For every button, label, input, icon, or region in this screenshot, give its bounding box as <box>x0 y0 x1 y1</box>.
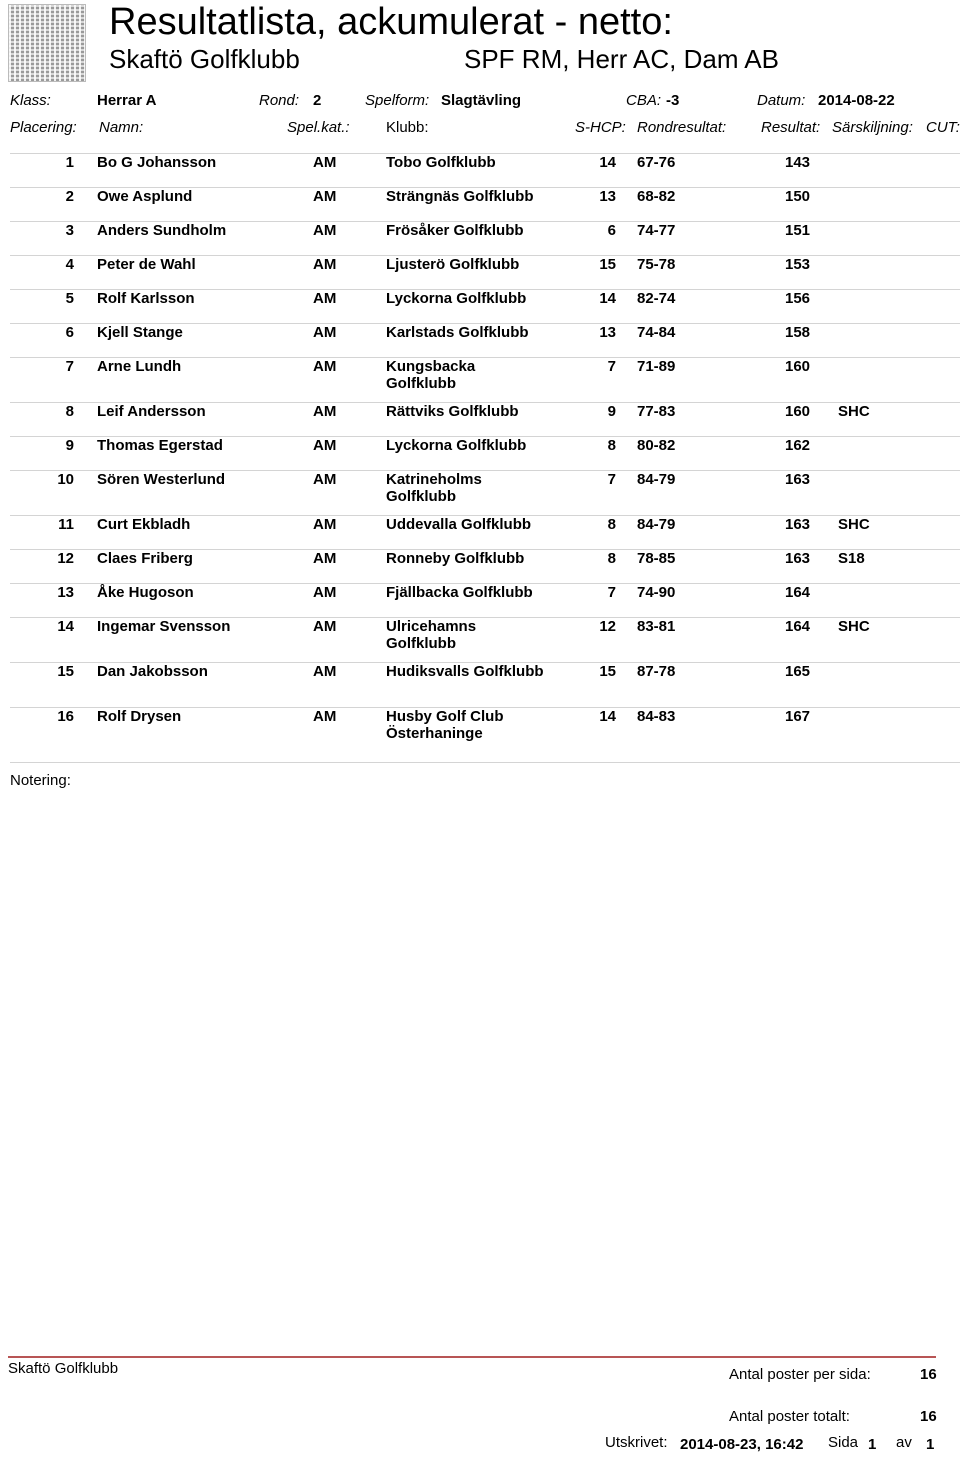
player-category: AM <box>313 188 337 205</box>
table-row <box>0 574 960 608</box>
player-name: Owe Asplund <box>97 188 193 205</box>
player-hcp: 12 <box>599 618 616 635</box>
table-row <box>0 540 960 574</box>
player-hcp: 8 <box>607 437 616 454</box>
player-category: AM <box>313 290 337 307</box>
placement: 11 <box>58 516 74 533</box>
round-results: 67-76 <box>637 154 676 171</box>
player-hcp: 8 <box>607 550 616 567</box>
of-label: av <box>896 1434 912 1451</box>
col-sarskiljning: Särskiljning: <box>832 119 913 136</box>
player-club: Fjällbacka Golfklubb <box>386 584 533 601</box>
player-hcp: 14 <box>599 290 616 307</box>
col-klubb: Klubb: <box>386 119 429 136</box>
round-results: 68-82 <box>637 188 676 205</box>
round-results: 75-78 <box>637 256 676 273</box>
table-row <box>0 246 960 280</box>
player-club: Karlstads Golfklubb <box>386 324 529 341</box>
total-result: 163 <box>785 516 811 533</box>
total-result: 162 <box>785 437 811 454</box>
total-result: 167 <box>785 708 811 725</box>
player-club: Husby Golf Club Österhaninge <box>386 708 504 742</box>
player-hcp: 8 <box>607 516 616 533</box>
player-name: Dan Jakobsson <box>97 663 208 680</box>
player-club: Frösåker Golfklubb <box>386 222 524 239</box>
player-name: Rolf Karlsson <box>97 290 195 307</box>
player-name: Peter de Wahl <box>97 256 196 273</box>
player-club: Ljusterö Golfklubb <box>386 256 520 273</box>
page-title: Resultatlista, ackumulerat - netto: <box>109 1 673 43</box>
round-results: 74-84 <box>637 324 676 341</box>
player-category: AM <box>313 584 337 601</box>
placement: 10 <box>57 471 74 488</box>
player-category: AM <box>313 256 337 273</box>
player-hcp: 9 <box>607 403 616 420</box>
printed-value: 2014-08-23, 16:42 <box>680 1436 804 1453</box>
player-category: AM <box>313 154 337 171</box>
printed-label: Utskrivet: <box>605 1434 668 1451</box>
total-result: 156 <box>785 290 811 307</box>
player-hcp: 13 <box>599 324 616 341</box>
player-club: Katrineholms Golfklubb <box>386 471 482 505</box>
tiebreak: S18 <box>838 550 865 567</box>
player-category: AM <box>313 358 337 375</box>
player-club: Tobo Golfklubb <box>386 154 496 171</box>
tiebreak: SHC <box>838 618 870 635</box>
total-result: 163 <box>785 550 811 567</box>
player-category: AM <box>313 663 337 680</box>
total-label: Antal poster totalt: <box>729 1408 850 1425</box>
round-results: 82-74 <box>637 290 676 307</box>
player-name: Arne Lundh <box>97 358 182 375</box>
player-club: Uddevalla Golfklubb <box>386 516 532 533</box>
of-value: 1 <box>926 1436 935 1453</box>
page-label: Sida <box>828 1434 859 1451</box>
footer-club: Skaftö Golfklubb <box>8 1360 119 1377</box>
rond-label: Rond: <box>259 92 300 109</box>
round-results: 84-79 <box>637 516 676 533</box>
player-name: Kjell Stange <box>97 324 183 341</box>
table-row <box>0 212 960 246</box>
player-hcp: 13 <box>599 188 616 205</box>
tiebreak: SHC <box>838 403 870 420</box>
player-category: AM <box>313 403 337 420</box>
placement: 15 <box>57 663 74 680</box>
placement: 9 <box>65 437 74 454</box>
round-results: 74-77 <box>637 222 676 239</box>
player-club: Strängnäs Golfklubb <box>386 188 534 205</box>
rond-value: 2 <box>313 92 322 109</box>
cba-value: -3 <box>666 92 680 109</box>
col-rondresultat: Rondresultat: <box>637 119 727 136</box>
player-name: Curt Ekbladh <box>97 516 191 533</box>
player-category: AM <box>313 222 337 239</box>
player-category: AM <box>313 324 337 341</box>
player-hcp: 15 <box>599 256 616 273</box>
player-hcp: 7 <box>607 358 616 375</box>
total-result: 163 <box>785 471 811 488</box>
club-logo <box>8 4 86 82</box>
table-row <box>0 178 960 212</box>
player-hcp: 14 <box>599 708 616 725</box>
page-value: 1 <box>868 1436 877 1453</box>
klass-label: Klass: <box>10 92 51 109</box>
table-row <box>0 506 960 540</box>
placement: 2 <box>65 188 74 205</box>
player-club: Hudiksvalls Golfklubb <box>386 663 544 680</box>
total-result: 151 <box>785 222 811 239</box>
total-value: 16 <box>920 1408 937 1425</box>
notes-label: Notering: <box>10 772 71 789</box>
spelform-label: Spelform: <box>365 92 430 109</box>
placement: 5 <box>65 290 74 307</box>
player-category: AM <box>313 516 337 533</box>
player-name: Leif Andersson <box>97 403 206 420</box>
competition-name: SPF RM, Herr AC, Dam AB <box>464 44 779 74</box>
col-namn: Namn: <box>99 119 144 136</box>
placement: 1 <box>65 154 74 171</box>
table-row <box>0 348 960 393</box>
player-hcp: 6 <box>607 222 616 239</box>
player-club: Rättviks Golfklubb <box>386 403 519 420</box>
total-result: 164 <box>785 584 811 601</box>
datum-label: Datum: <box>757 92 806 109</box>
table-row <box>0 427 960 461</box>
footer-divider <box>8 1356 936 1358</box>
player-name: Thomas Egerstad <box>97 437 223 454</box>
player-name: Bo G Johansson <box>97 154 217 171</box>
col-placering: Placering: <box>10 119 77 136</box>
round-results: 80-82 <box>637 437 676 454</box>
player-name: Sören Westerlund <box>97 471 226 488</box>
round-results: 77-83 <box>637 403 676 420</box>
player-name: Claes Friberg <box>97 550 193 567</box>
table-row <box>0 144 960 178</box>
placement: 13 <box>57 584 74 601</box>
player-category: AM <box>313 618 337 635</box>
round-results: 74-90 <box>637 584 676 601</box>
table-row <box>0 698 960 743</box>
player-club: Ulricehamns Golfklubb <box>386 618 477 652</box>
player-name: Anders Sundholm <box>97 222 227 239</box>
player-club: Kungsbacka Golfklubb <box>386 358 476 392</box>
player-hcp: 7 <box>607 584 616 601</box>
col-shcp: S-HCP: <box>575 119 626 136</box>
per-page-value: 16 <box>920 1366 937 1383</box>
results-table <box>0 144 960 743</box>
total-result: 153 <box>785 256 811 273</box>
datum-value: 2014-08-22 <box>818 92 895 109</box>
round-results: 71-89 <box>637 358 676 375</box>
total-result: 164 <box>785 618 811 635</box>
player-category: AM <box>313 550 337 567</box>
player-hcp: 15 <box>599 663 616 680</box>
player-club: Lyckorna Golfklubb <box>386 437 527 454</box>
player-hcp: 14 <box>599 154 616 171</box>
total-result: 160 <box>785 358 811 375</box>
tiebreak: SHC <box>838 516 870 533</box>
total-result: 165 <box>785 663 811 680</box>
placement: 6 <box>65 324 74 341</box>
klass-value: Herrar A <box>97 92 157 109</box>
placement: 4 <box>65 256 74 273</box>
table-row <box>0 653 960 698</box>
table-row <box>0 461 960 506</box>
player-category: AM <box>313 437 337 454</box>
placement: 8 <box>65 403 74 420</box>
placement: 12 <box>57 550 74 567</box>
player-category: AM <box>313 708 337 725</box>
player-name: Rolf Drysen <box>97 708 182 725</box>
total-result: 158 <box>785 324 811 341</box>
club-name: Skaftö Golfklubb <box>109 44 300 74</box>
round-results: 87-78 <box>637 663 676 680</box>
table-row <box>0 280 960 314</box>
player-name: Ingemar Svensson <box>97 618 231 635</box>
player-category: AM <box>313 471 337 488</box>
table-end-divider <box>10 762 960 763</box>
player-hcp: 7 <box>607 471 616 488</box>
total-result: 150 <box>785 188 811 205</box>
table-row <box>0 393 960 427</box>
player-club: Lyckorna Golfklubb <box>386 290 527 307</box>
cba-label: CBA: <box>626 92 662 109</box>
round-results: 84-83 <box>637 708 676 725</box>
round-results: 78-85 <box>637 550 676 567</box>
player-club: Ronneby Golfklubb <box>386 550 525 567</box>
placement: 3 <box>65 222 74 239</box>
col-spelkat: Spel.kat.: <box>287 119 350 136</box>
round-results: 84-79 <box>637 471 676 488</box>
total-result: 160 <box>785 403 811 420</box>
placement: 14 <box>57 618 74 635</box>
player-name: Åke Hugoson <box>97 584 194 601</box>
col-resultat: Resultat: <box>761 119 821 136</box>
col-cut: CUT: <box>926 119 960 136</box>
placement: 7 <box>65 358 74 375</box>
total-result: 143 <box>785 154 811 171</box>
table-row <box>0 314 960 348</box>
round-results: 83-81 <box>637 618 676 635</box>
spelform-value: Slagtävling <box>441 92 522 109</box>
placement: 16 <box>57 708 74 725</box>
per-page-label: Antal poster per sida: <box>729 1366 871 1383</box>
table-row <box>0 608 960 653</box>
